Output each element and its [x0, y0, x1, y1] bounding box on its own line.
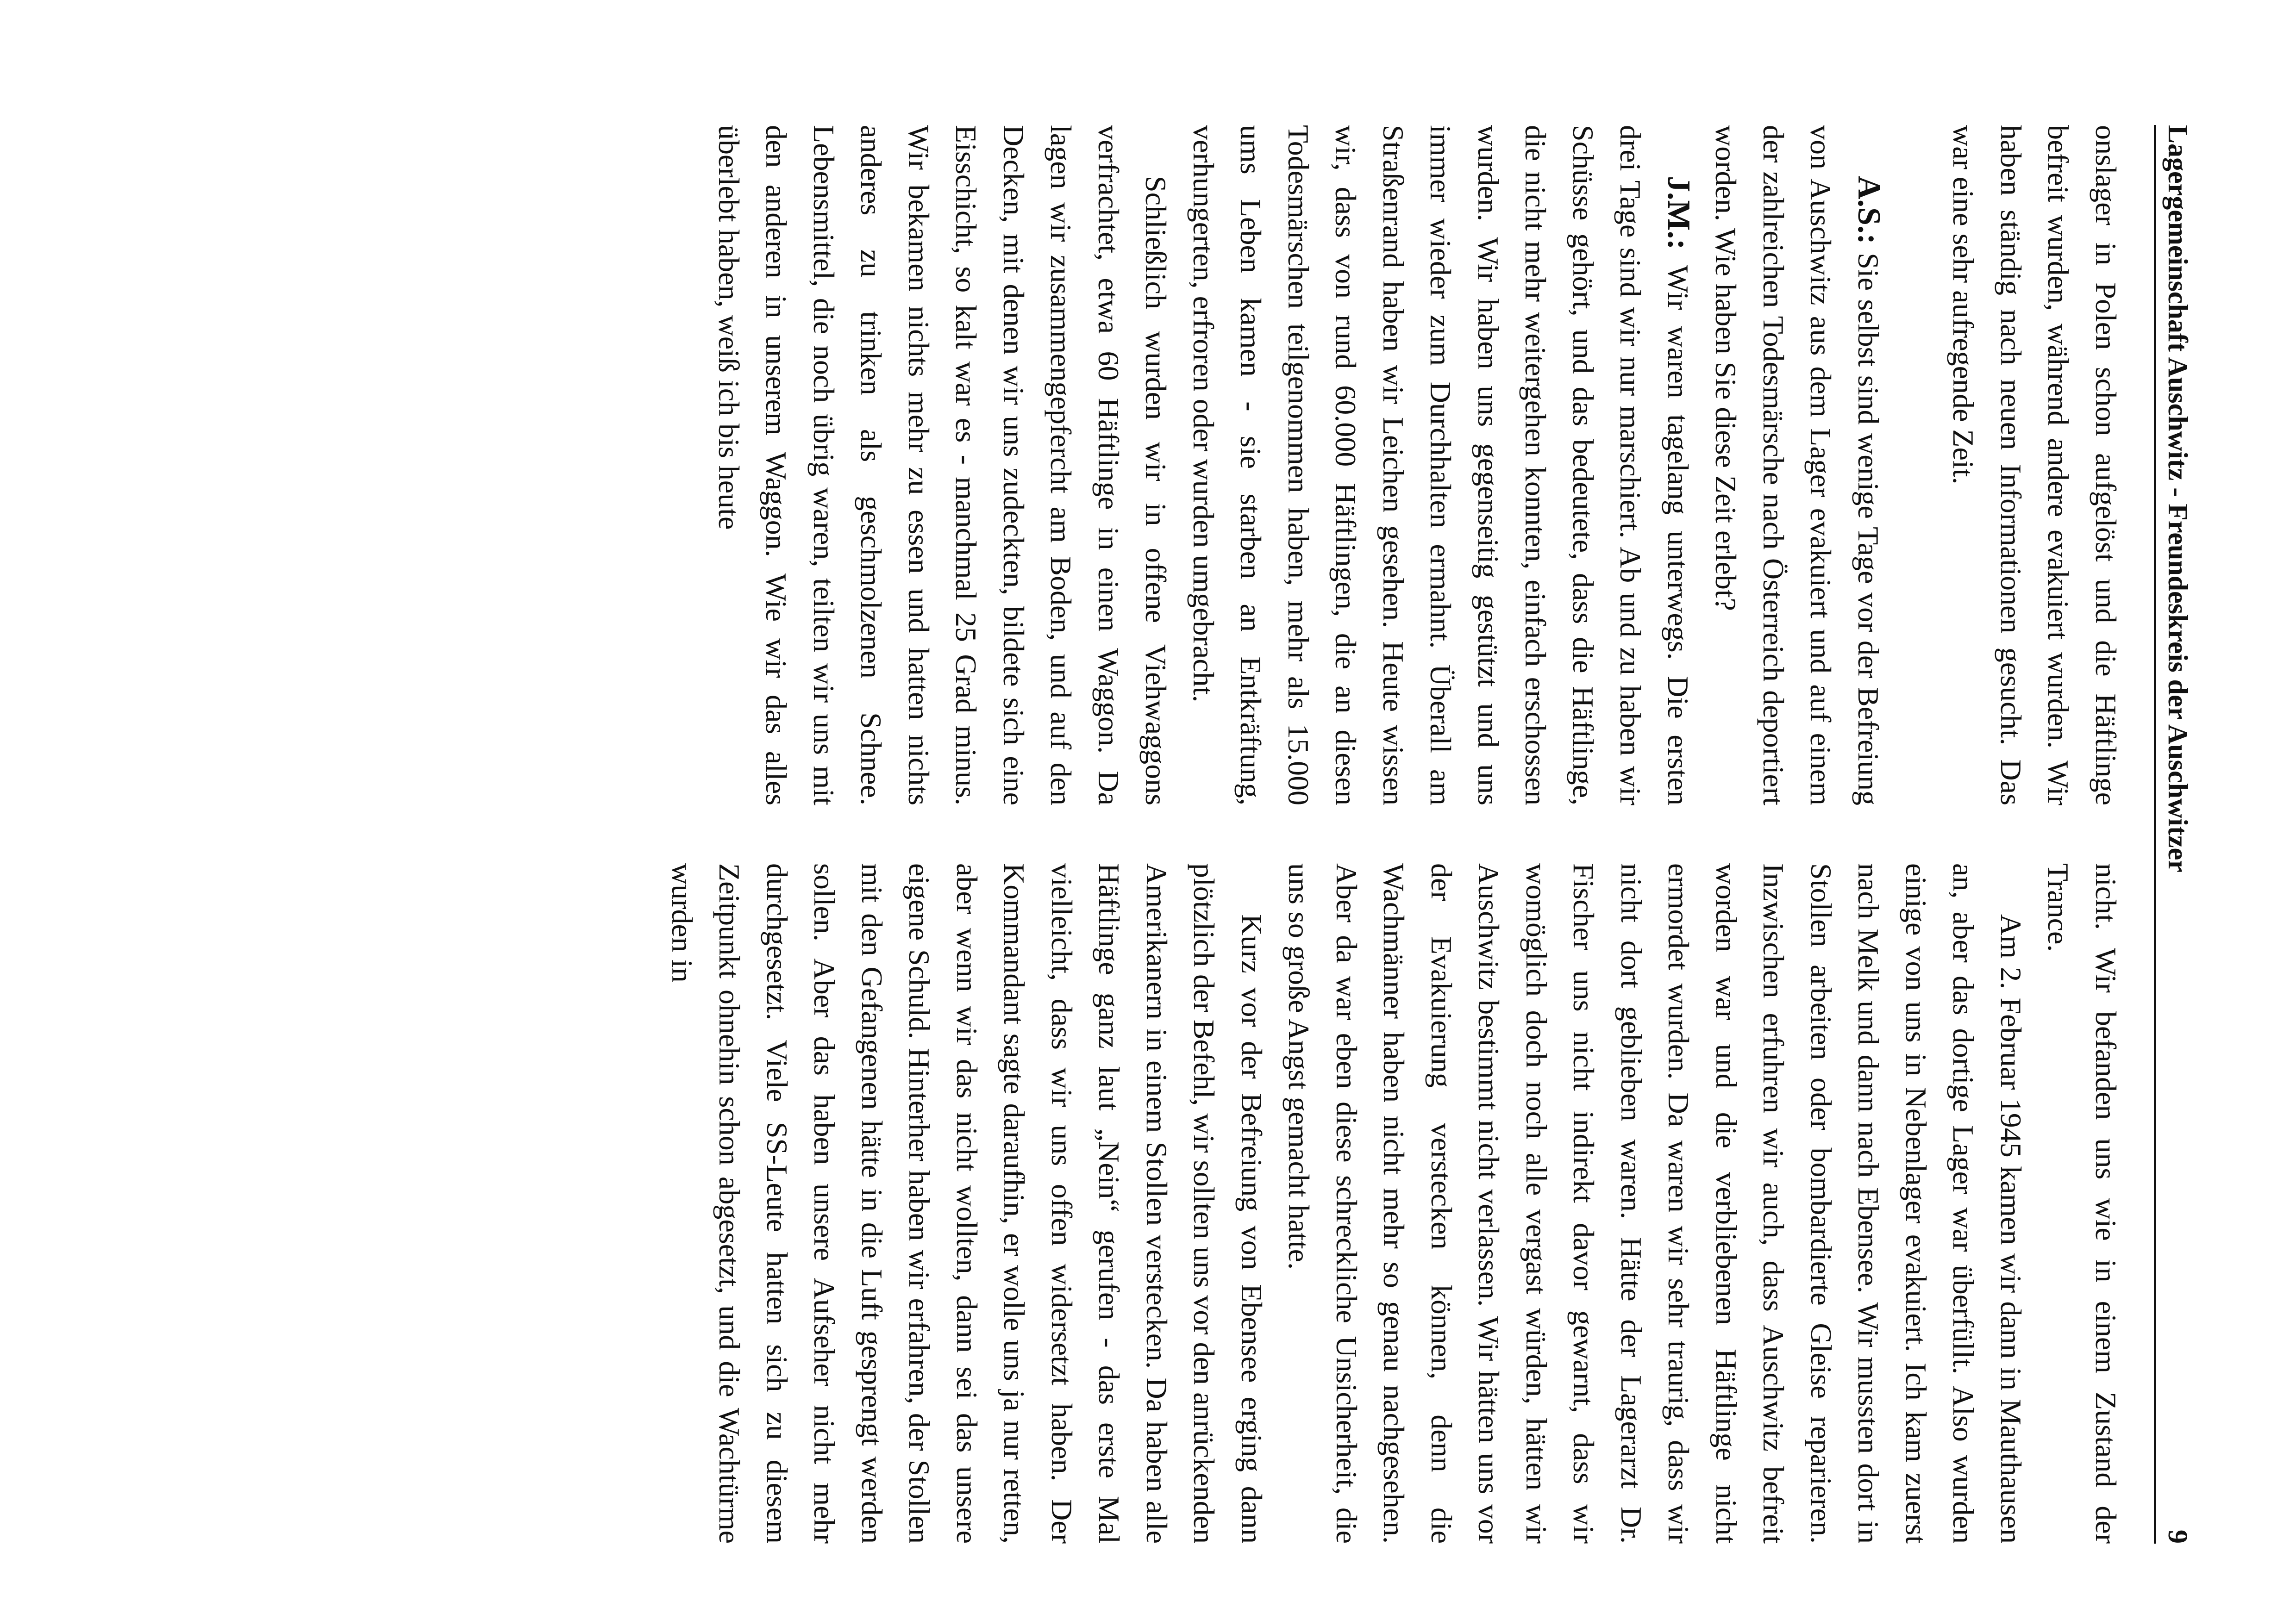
- paragraph: Kurz vor der Befreiung von Ebensee erging dann plötzlich der Befehl, wir sollten uns vor den anrückenden Amerikanern in einem Stollen verstecken. Da haben alle Häftlinge ganz laut „Nein“ gerufen - das erste Mal vielleicht, dass wir uns offen widersetzt haben. Der Kommandant sagte daraufhin, er wolle uns ja nur retten, aber wenn wir das nicht wollten, dann sei das unsere eigene Schuld. Hinterher haben wir erfahren, der Stollen mit den Gefangenen hätte in die Luft gesprengt werden sollen. Aber das haben unsere Aufseher nicht mehr durchgesetzt. Viele SS-Leute hatten sich zu diesem Zeitpunkt ohnehin schon abgesetzt, und die Wachtürme wurden in: [666, 863, 1268, 1544]
- header-rule: [2154, 125, 2156, 1544]
- interview-question: [1702, 125, 1892, 805]
- interview-answer: [1180, 125, 1702, 805]
- left-column: [705, 125, 2130, 805]
- speaker-label: J.M.:: [1661, 176, 1696, 250]
- page-number: 9: [2163, 1530, 2193, 1544]
- page-header: [2162, 125, 2199, 1544]
- question-text: Sie selbst sind wenige Tage vor der Befreiung von Auschwitz aus dem Lager evakuiert und auf einem der zahlreichen Todesmärsche nach Österreich deportiert worden. Wie haben Sie diese Zeit erlebt?: [1709, 125, 1885, 805]
- speaker-label: A.S.:: [1851, 176, 1887, 244]
- answer-text: Wir waren tagelang unterwegs. Die ersten drei Tage sind wir nur marschiert. Ab und zu haben wir Schüsse gehört, und das bedeutete, dass die Häftlinge, die nicht mehr weitergehen konnten, einfach erschossen wurden. Wir haben uns gegenseitig gestützt und uns immer wieder zum Durchhalten ermahnt. Überall am Straßenrand haben wir Leichen gesehen. Heute wissen wir, dass von rund 60.000 Häftlingen, die an diesen Todesmärschen teilgenommen haben, mehr als 15.000 ums Leben kamen - sie starben an Entkräftung, verhungerten, erfroren oder wurden umgebracht.: [1187, 125, 1695, 805]
- paragraph: Am 2. Februar 1945 kamen wir dann in Mauthausen an, aber das dortige Lager war überfüllt. Also wurden einige von uns in Nebenlager evakuiert. Ich kam zuerst nach Melk und dann nach Ebensee. Wir mussten dort in Stollen arbeiten oder bombardierte Gleise reparieren. Inzwischen erfuhren wir auch, dass Auschwitz befreit worden war und die verbliebenen Häftlinge nicht ermordet wurden. Da waren wir sehr traurig, dass wir nicht dort geblieben waren. Hätte der Lagerarzt Dr. Fischer uns nicht indirekt davor gewarnt, dass wir womöglich doch noch alle vergast würden, hätten wir Auschwitz bestimmt nicht verlassen. Wir hätten uns vor der Evakuierung verstecken können, denn die Wachmänner haben nicht mehr so genau nachgesehen. Aber da war eben diese schreckliche Unsicherheit, die uns so große Angst gemacht hatte.: [1283, 863, 2027, 1544]
- paragraph: onslager in Polen schon aufgelöst und die Häftlinge befreit wurden, während andere evakuiert wurden. Wir haben ständig nach neuen Informationen gesucht. Das war eine sehr aufregende Zeit.: [1947, 125, 2122, 805]
- paragraph: nicht. Wir befanden uns wie in einem Zustand der Trance.: [2042, 863, 2122, 1544]
- running-title: Lagergemeinschaft Auschwitz - Freundeskreis der Auschwitzer: [2163, 125, 2193, 872]
- right-column: [658, 863, 2130, 1544]
- paragraph: Schließlich wurden wir in offene Viehwaggons verfrachtet, etwa 60 Häftlinge in einen Waggon. Da lagen wir zusammengepfercht am Boden, und auf den Decken, mit denen wir uns zudeckten, bildete sich eine Eisschicht, so kalt war es - manchmal 25 Grad minus. Wir bekamen nichts mehr zu essen und hatten nichts anderes zu trinken als geschmolzenen Schnee. Lebensmittel, die noch übrig waren, teilten wir uns mit den anderen in unserem Waggon. Wie wir das alles überlebt haben, weiß ich bis heute: [713, 125, 1173, 805]
